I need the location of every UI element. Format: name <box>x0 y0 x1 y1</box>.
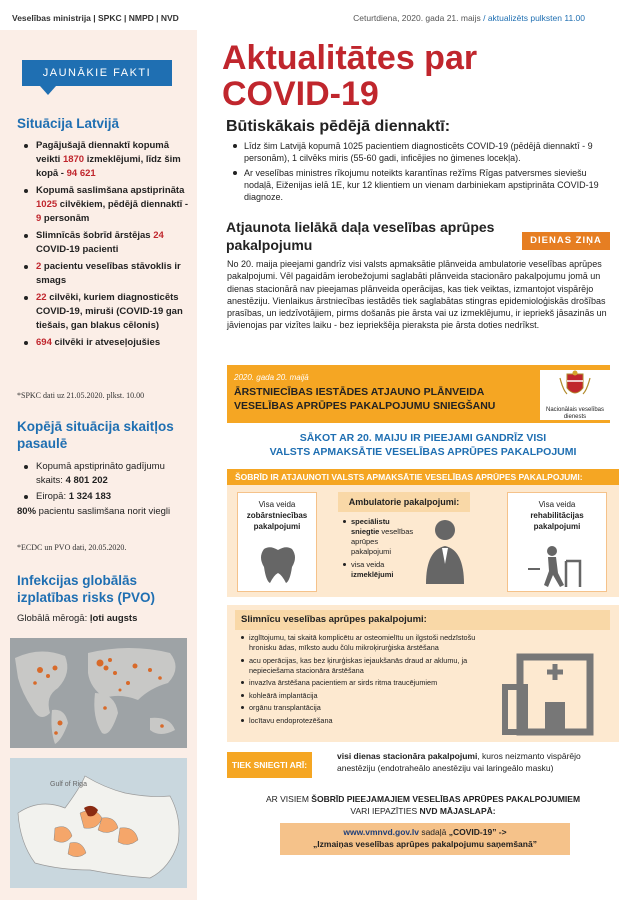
nvd-logo <box>540 370 610 420</box>
update-time: / aktualizēts pulksten 11.00 <box>483 13 585 23</box>
nvd-link-box[interactable]: www.vmnvd.gov.lv sadaļā „COVID-19” -> „Izmaiņas veselības aprūpes pakalpojumu saņemšanā” <box>280 823 570 855</box>
tooth-icon <box>238 543 318 588</box>
ecdc-source-note: *ECDC un PVO dati, 20.05.2020. <box>17 543 127 552</box>
rehab-icon <box>508 541 608 591</box>
mild-cases-text: 80% pacientu saslimšana norit viegli <box>17 506 171 517</box>
day-news-badge: DIENAS ZIŅA <box>522 232 610 250</box>
world-situation-heading: Kopējā situācija skaitļos pasaulē <box>17 419 174 451</box>
list-item: acu operācijas, kas bez ķirurģiskas iejaukšanās draud ar aklumu, ja nepieciešama stacionāra ārstēšana <box>240 656 485 676</box>
header-bar <box>0 0 637 30</box>
latvia-facts-list <box>22 139 192 353</box>
header-date: Ceturtdiena, 2020. gada 21. maijs / aktualizēts pulksten 11.00 <box>353 13 585 23</box>
gulf-of-riga-label: Gulf of Riga <box>50 781 87 788</box>
list-item: Slimnīcās šobrīd ārstējas 24 COVID-19 pacienti <box>22 229 192 257</box>
also-provided-text: visi dienas stacionāra pakalpojumi, kuros neizmanto vispārējo anestēziju (endotraheālo anestēziju vai laringeālo masku) <box>337 751 581 773</box>
header-organizations: Veselības ministrija | SPKC | NMPD | NVD <box>12 13 179 23</box>
list-item: Ar veselības ministres rīkojumu noteikts karantīnas režīms Rīgas patversmes sieviešu nodaļā, Eiženijas ielā 1E, kur 12 klientiem un vienam darbiniekam apstiprināta COVID-19 diagnoze. <box>232 167 617 203</box>
ambulatory-title: Ambulatorie pakalpojumi: <box>338 492 470 512</box>
list-item: 22 cilvēki, kuriem diagnosticēts COVID-19, miruši (COVID-19 gan tiešais, gan blakus cēlonis) <box>22 291 192 333</box>
world-map <box>10 638 187 748</box>
list-item: locītavu endoprotezēšana <box>240 716 485 726</box>
list-item: visa veida izmeklējumi <box>342 560 420 580</box>
hospital-building-icon <box>500 637 610 737</box>
list-item: 694 cilvēki ir atveseļojušies <box>22 336 192 350</box>
list-item: izglītojumu, tai skaitā komplicētu ar osteomielītu un ilgstoši nedzīstošu hronisku ādas, mīksto audu čūlu mikroķirurģiska ārstēšana <box>240 633 485 653</box>
latest-facts-banner: JAUNĀKIE FAKTI <box>22 60 172 86</box>
last-day-list <box>232 140 617 206</box>
last-day-heading: Būtiskākais pēdējā diennaktī: <box>226 118 451 135</box>
topic-heading: Atjaunota lielākā daļa veselības aprūpes pakalpojumu <box>226 219 495 253</box>
page-title: Aktualitātes par COVID-19 <box>222 39 478 113</box>
list-item: speciālistu sniegtie veselības aprūpes pakalpojumi <box>342 517 420 557</box>
world-map-graphic <box>10 638 187 748</box>
list-item: invazīva ārstēšana pacientiem ar sirds ritma traucējumiem <box>240 678 485 688</box>
ambulatory-list <box>342 517 420 580</box>
agency-name: Nacionālais veselības dienests <box>545 407 605 420</box>
list-item: 2 pacientu veselības stāvoklis ir smags <box>22 260 192 288</box>
dental-card: Visa veida zobārstniecības pakalpojumi <box>237 492 317 592</box>
list-item: Kopumā saslimšana apstiprināta 1025 cilvēkiem, pēdējā diennaktī - 9 personām <box>22 184 192 226</box>
spkc-source-note: *SPKC dati uz 21.05.2020. plkst. 10.00 <box>17 391 145 400</box>
latvia-map <box>10 758 187 888</box>
list-item: orgānu transplantācija <box>240 703 485 713</box>
hospital-services-list <box>240 633 485 729</box>
latvia-situation-heading: Situācija Latvijā <box>17 116 120 131</box>
topic-paragraph: No 20. maija pieejami gandrīz visi valsts apmaksātie plānveida ambulatorie veselības aprūpes pakalpojumi. Vēl pagaidām ierobežojumi saglabāti plānveida stacionāro pakalpojumu jomā un dienas stacionārā nav pieejamas plānveida operācijas, kas tiek veiktas, izmantojot vispārējo anestēziju. Vienlaikus ārstniecības iestādēs tiek saglabātas stingras epidemioloģiskās drošības prasības, un iedzīvotājiem, pirms došanās pie ārsta vai uz izmeklējumu, ir iepriekš jāsazinās un jāvienojas par vizītes laiku - bez iepriekšēja pieraksta pie ārsta doties nedrīkst. <box>227 259 607 331</box>
ambulatory-card <box>338 512 470 592</box>
list-item: kohleārā implantācija <box>240 691 485 701</box>
global-risk-heading: Infekcijas globālās izplatības risks (PVO) <box>17 573 156 605</box>
infographic-title: ĀRSTNIECĪBAS IESTĀDES ATJAUNO PLĀNVEIDA VESELĪBAS APRŪPES PAKALPOJUMU SNIEGŠANU <box>234 386 496 412</box>
rehab-card: Visa veida rehabilitācijas pakalpojumi <box>507 492 607 592</box>
list-item: Kopumā apstiprināto gadījumu skaits: 4 801 202 <box>22 460 192 488</box>
coat-of-arms-icon <box>540 370 610 402</box>
hospital-services-title: Slimnīcu veselības aprūpes pakalpojumi: <box>235 610 610 630</box>
list-item: Līdz šim Latvijā kopumā 1025 pacientiem diagnosticēts COVID-19 (pēdējā diennaktī - 9 personām), 1 cilvēks miris (55-60 gadi, inficējies no ģimenes locekļa). <box>232 140 617 164</box>
infographic-lead: SĀKOT AR 20. MAIJU IR PIEEJAMI GANDRĪZ VISI VALSTS APMAKSĀTIE VESELĪBAS APRŪPES PAKALPOJUMI <box>269 432 577 458</box>
world-facts-list <box>22 460 192 506</box>
nvd-website-lead: AR VISIEM ŠOBRĪD PIEEJAMAJIEM VESELĪBAS APRŪPES PAKALPOJUMIEM VARI IEPAZĪTIES NVD MĀJASLAPĀ: <box>265 794 581 816</box>
infographic-date: 2020. gada 20. maijā <box>234 373 309 382</box>
latvia-map-graphic <box>10 758 187 888</box>
nvd-website-link[interactable]: www.vmnvd.gov.lv <box>343 827 419 837</box>
list-item: Eiropā: 1 324 183 <box>22 490 192 504</box>
restored-services-bar: ŠOBRĪD IR ATJAUNOTI VALSTS APMAKSĀTIE VESELĪBAS APRŪPES PAKALPOJUMI: <box>227 469 619 485</box>
doctor-icon <box>420 514 470 589</box>
global-risk-text: Globālā mērogā: ļoti augsts <box>17 613 138 624</box>
list-item: Pagājušajā diennaktī kopumā veikti 1870 izmeklējumi, līdz šim kopā - 94 621 <box>22 139 192 181</box>
also-provided-label: TIEK SNIEGTI ARĪ: <box>227 752 312 778</box>
